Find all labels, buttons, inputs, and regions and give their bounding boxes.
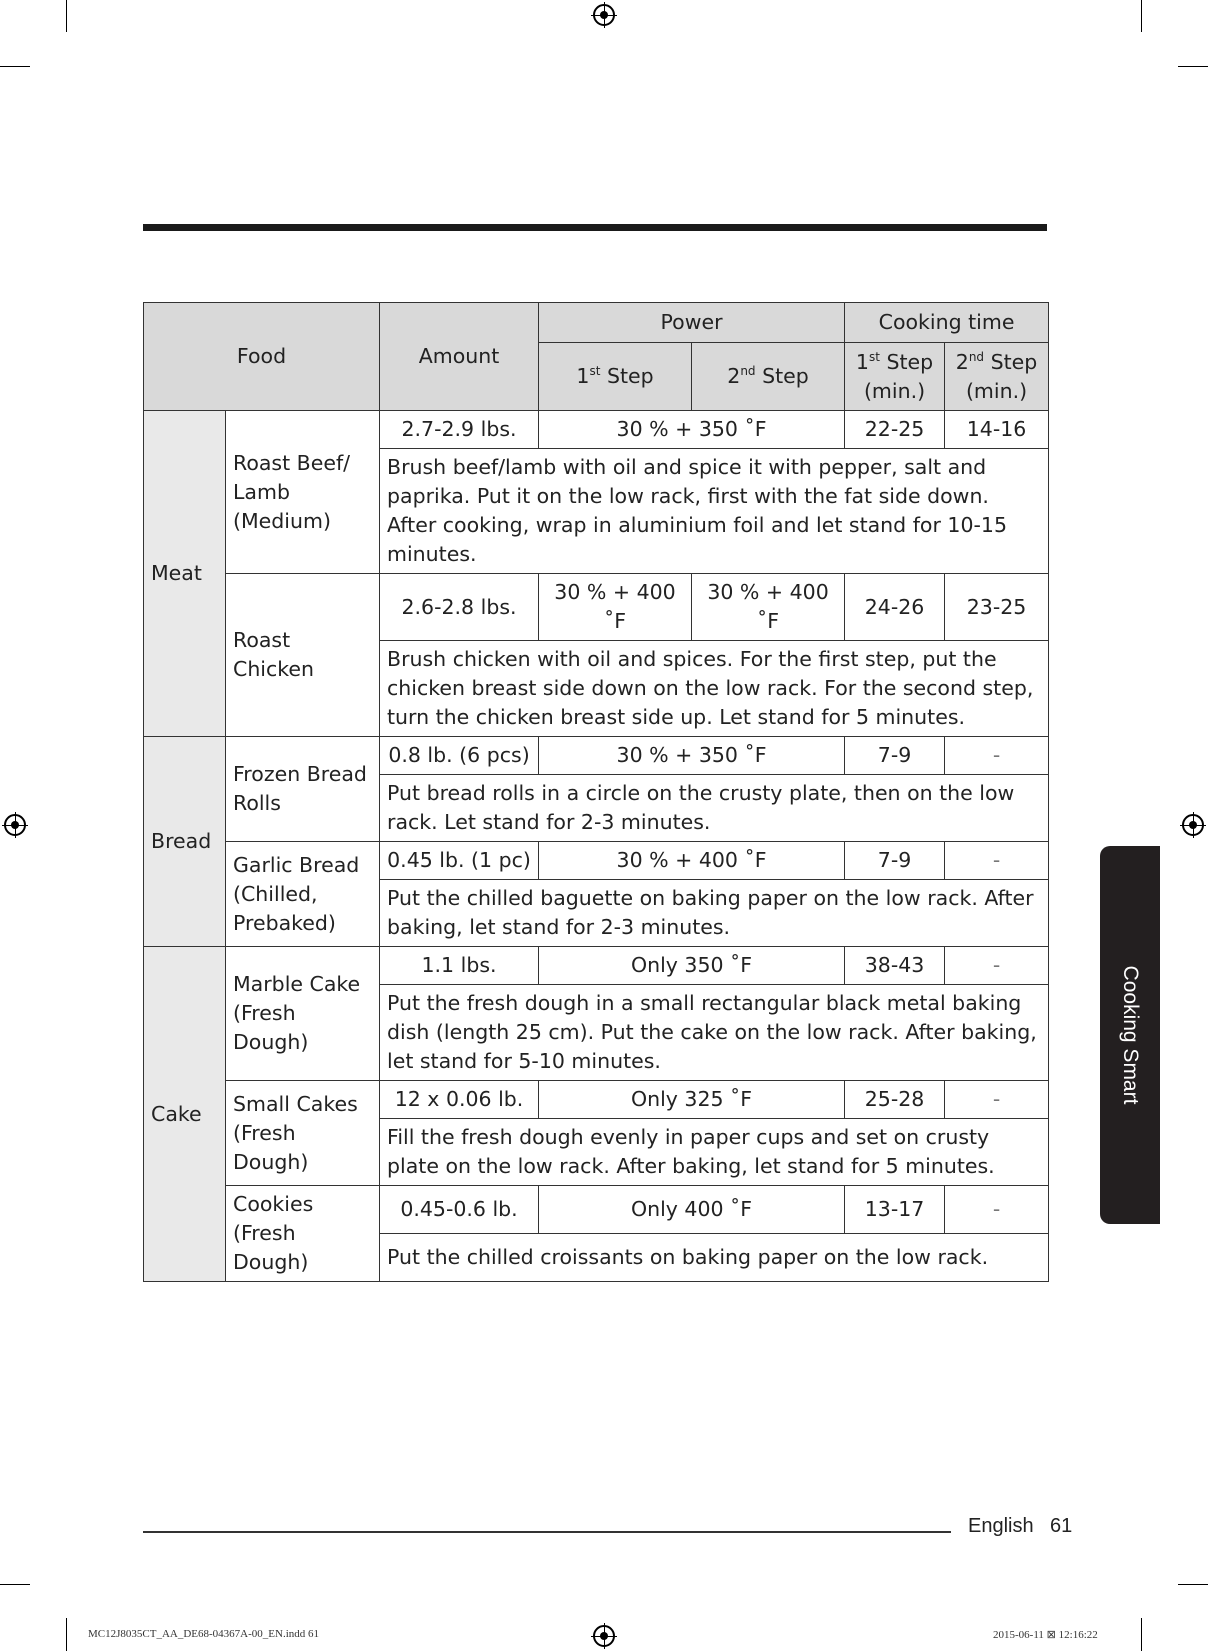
header-power-step2: 2nd Step xyxy=(692,343,845,411)
amount-roast-chicken: 2.6-2.8 lbs. xyxy=(380,574,539,641)
header-power-step1: 1st Step xyxy=(539,343,692,411)
slug-filename: MC12J8035CT_AA_DE68-04367A-00_EN.indd 61 xyxy=(88,1628,319,1640)
cooking-table xyxy=(143,302,1049,1282)
amount-frozen-rolls: 0.8 lb. (6 pcs) xyxy=(380,737,539,775)
category-cake: Cake xyxy=(144,947,226,1282)
power-garlic-bread: 30 % + 400 ˚F xyxy=(539,842,845,880)
registration-mark-icon xyxy=(593,4,615,26)
desc-frozen-rolls: Put bread rolls in a circle on the crusty plate, then on the low rack. Let stand for 2-3 minutes. xyxy=(380,775,1049,842)
slug-timestamp: 2015-06-11 ⊠ 12:16:22 xyxy=(993,1629,1098,1641)
time1-small-cakes: 25-28 xyxy=(845,1081,945,1119)
desc-small-cakes: Fill the fresh dough evenly in paper cups and set on crusty plate on the low rack. After baking, let stand for 5 minutes. xyxy=(380,1119,1049,1186)
power-roast-beef: 30 % + 350 ˚F xyxy=(539,411,845,449)
food-frozen-rolls: Frozen Bread Rolls xyxy=(226,737,380,842)
side-tab-label: Cooking Smart xyxy=(1119,965,1142,1105)
time1-marble-cake: 38-43 xyxy=(845,947,945,985)
power-frozen-rolls: 30 % + 350 ˚F xyxy=(539,737,845,775)
time2-cookies: - xyxy=(945,1186,1049,1234)
power1-roast-chicken: 30 % + 400 ˚F xyxy=(539,574,692,641)
category-bread: Bread xyxy=(144,737,226,947)
amount-small-cakes: 12 x 0.06 lb. xyxy=(380,1081,539,1119)
registration-mark-icon xyxy=(593,1625,615,1647)
food-marble-cake: Marble Cake (Fresh Dough) xyxy=(226,947,380,1081)
time2-garlic-bread: - xyxy=(945,842,1049,880)
header-cooking-time: Cooking time xyxy=(845,303,1049,343)
power-cookies: Only 400 ˚F xyxy=(539,1186,845,1234)
amount-garlic-bread: 0.45 lb. (1 pc) xyxy=(380,842,539,880)
time2-frozen-rolls: - xyxy=(945,737,1049,775)
time1-cookies: 13-17 xyxy=(845,1186,945,1234)
time1-roast-chicken: 24-26 xyxy=(845,574,945,641)
food-small-cakes: Small Cakes (Fresh Dough) xyxy=(226,1081,380,1186)
desc-cookies: Put the chilled croissants on baking paper on the low rack. xyxy=(380,1234,1049,1282)
food-cookies: Cookies (Fresh Dough) xyxy=(226,1186,380,1282)
category-meat: Meat xyxy=(144,411,226,737)
desc-roast-chicken: Brush chicken with oil and spices. For the first step, put the chicken breast side down on the low rack. For the second step, turn the chicken breast side up. Let stand for 5 minutes. xyxy=(380,641,1049,737)
header-food: Food xyxy=(144,303,380,411)
section-rule xyxy=(143,224,1047,231)
desc-roast-beef: Brush beef/lamb with oil and spice it with pepper, salt and paprika. Put it on the low rack, first with the fat side down. After cooking, wrap in aluminium foil and let stand for 10-15 minutes. xyxy=(380,449,1049,574)
crop-mark xyxy=(0,66,30,67)
power-small-cakes: Only 325 ˚F xyxy=(539,1081,845,1119)
registration-mark-icon xyxy=(1182,814,1204,836)
header-time-step1: 1st Step (min.) xyxy=(845,343,945,411)
crop-mark xyxy=(0,1584,30,1585)
header-time-step2: 2nd Step (min.) xyxy=(945,343,1049,411)
time1-frozen-rolls: 7-9 xyxy=(845,737,945,775)
footer-rule xyxy=(143,1531,951,1533)
amount-roast-beef: 2.7-2.9 lbs. xyxy=(380,411,539,449)
crop-mark xyxy=(1178,66,1208,67)
crop-mark xyxy=(1178,1584,1208,1585)
food-roast-beef: Roast Beef/ Lamb (Medium) xyxy=(226,411,380,574)
desc-garlic-bread: Put the chilled baguette on baking paper on the low rack. After baking, let stand for 2-3 minutes. xyxy=(380,880,1049,947)
power2-roast-chicken: 30 % + 400 ˚F xyxy=(692,574,845,641)
header-amount: Amount xyxy=(380,303,539,411)
food-roast-chicken: Roast Chicken xyxy=(226,574,380,737)
crop-mark xyxy=(66,0,67,32)
time2-roast-chicken: 23-25 xyxy=(945,574,1049,641)
time2-roast-beef: 14-16 xyxy=(945,411,1049,449)
time1-roast-beef: 22-25 xyxy=(845,411,945,449)
food-garlic-bread: Garlic Bread (Chilled, Prebaked) xyxy=(226,842,380,947)
section-side-tab xyxy=(1100,846,1160,1224)
time2-small-cakes: - xyxy=(945,1081,1049,1119)
time1-garlic-bread: 7-9 xyxy=(845,842,945,880)
crop-mark xyxy=(1141,0,1142,32)
crop-mark xyxy=(1141,1618,1142,1651)
amount-cookies: 0.45-0.6 lb. xyxy=(380,1186,539,1234)
header-power: Power xyxy=(539,303,845,343)
power-marble-cake: Only 350 ˚F xyxy=(539,947,845,985)
page-number: 61 xyxy=(1050,1515,1073,1537)
footer-language: English xyxy=(968,1515,1034,1537)
desc-marble-cake: Put the fresh dough in a small rectangular black metal baking dish (length 25 cm). Put the cake on the low rack. After baking, let stand for 5-10 minutes. xyxy=(380,985,1049,1081)
crop-mark xyxy=(66,1618,67,1651)
time2-marble-cake: - xyxy=(945,947,1049,985)
registration-mark-icon xyxy=(4,814,26,836)
amount-marble-cake: 1.1 lbs. xyxy=(380,947,539,985)
